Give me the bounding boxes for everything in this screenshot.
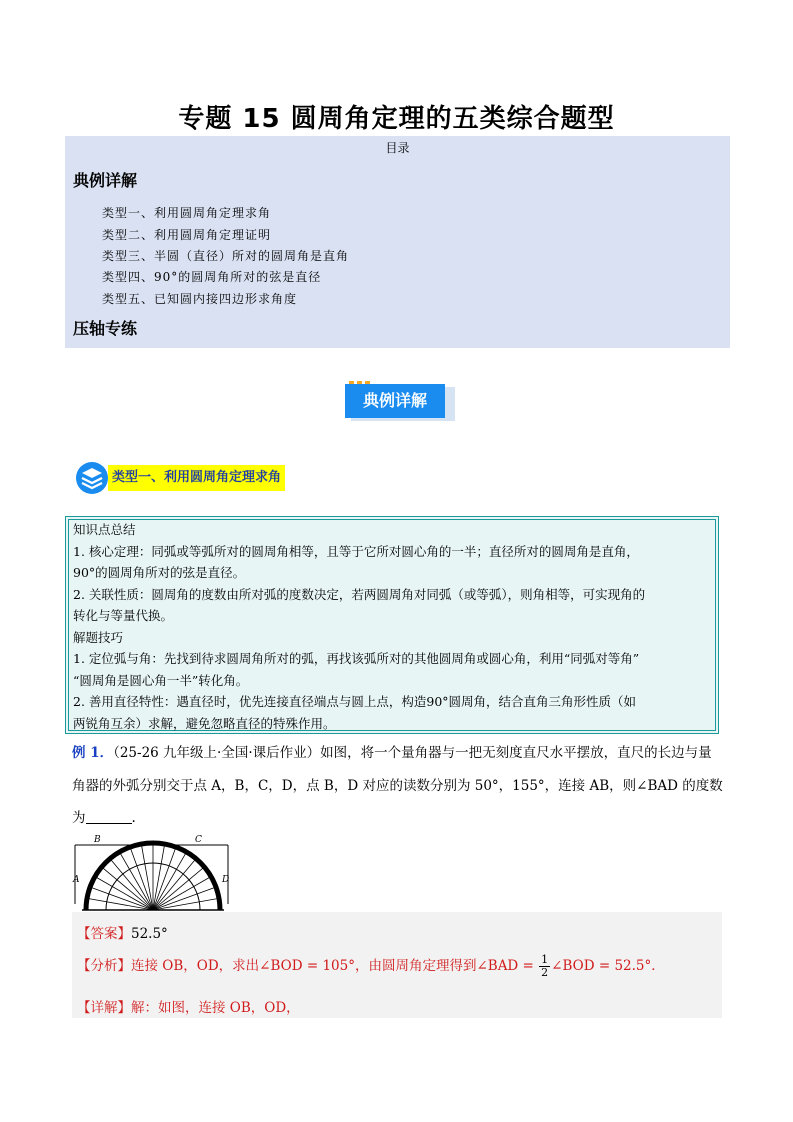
example-label: 例 1． <box>72 745 114 761</box>
knowledge-box <box>65 516 719 734</box>
page-title: 专题 15 圆周角定理的五类综合题型 <box>178 104 615 134</box>
point-label-c: C <box>195 835 202 845</box>
books-icon <box>75 461 109 495</box>
knowledge-line: 2. 善用直径特性：遇直径时，优先连接直径端点与圆上点，构造90°圆周角，结合直角三角形性质（如 <box>73 694 637 709</box>
detail-text: 解：如图，连接 OB，OD， <box>131 1000 300 1016</box>
answer-value: 52.5° <box>131 926 168 942</box>
example-line-3 <box>72 806 136 826</box>
toc-item-5[interactable]: 类型五、已知圆内接四边形求角度 <box>102 292 298 306</box>
fraction-numerator: 1 <box>541 953 549 966</box>
answer-blank[interactable] <box>86 810 132 824</box>
point-label-a: A <box>73 875 80 885</box>
example-text: 为 <box>72 810 86 826</box>
toc-item-2[interactable]: 类型二、利用圆周角定理证明 <box>102 228 272 242</box>
knowledge-line: “圆周角是圆心角一半”转化角。 <box>73 673 249 688</box>
example-line-1 <box>72 741 712 761</box>
example-text: . <box>131 810 136 826</box>
toc-item-3[interactable]: 类型三、半圆（直径）所对的圆周角是直角 <box>102 249 350 263</box>
toc-section-examples[interactable]: 典例详解 <box>73 171 138 190</box>
analysis-tag: 【分析】 <box>77 958 131 974</box>
knowledge-line: 1. 核心定理：同弧或等弧所对的圆周角相等，且等于它所对圆心角的一半；直径所对的圆周角是直角， <box>73 544 639 559</box>
fraction-denominator: 2 <box>541 966 549 979</box>
knowledge-line: 90°的圆周角所对的弦是直径。 <box>73 565 246 580</box>
banner-label: 典例详解 <box>345 384 445 418</box>
table-of-contents <box>65 136 730 348</box>
detail-line <box>77 996 300 1016</box>
section-heading: 类型一、利用圆周角定理求角 <box>108 465 285 491</box>
example-text: （25-26 九年级上·全国·课后作业）如图，将一个量角器与一把无刻度直尺水平摆放，直尺的长边与量 <box>113 745 712 761</box>
point-label-b: B <box>94 835 101 845</box>
detail-tag: 【详解】 <box>77 1000 131 1016</box>
analysis-line <box>77 954 665 979</box>
knowledge-line: 解题技巧 <box>73 630 124 645</box>
section-banner <box>345 381 457 427</box>
knowledge-line: 知识点总结 <box>73 522 136 537</box>
toc-item-4[interactable]: 类型四、90°的圆周角所对的弦是直径 <box>102 270 322 284</box>
knowledge-line: 1. 定位弧与角：先找到待求圆周角所对的弧，再找该弧所对的其他圆周角或圆心角，利用“同弧对等角” <box>73 651 640 666</box>
knowledge-line: 两锐角互余）求解，避免忽略直径的特殊作用。 <box>73 716 336 731</box>
protractor-figure <box>72 832 232 914</box>
point-label-d: D <box>222 875 230 885</box>
answer-section <box>72 912 722 1018</box>
knowledge-line: 2. 关联性质：圆周角的度数由所对弧的度数决定，若两圆周角对同弧（或等弧），则角相等，可实现角的 <box>73 587 646 602</box>
example-line-2: 角器的外弧分别交于点 A，B，C，D，点 B，D 对应的读数分别为 50°，155°，连接 AB，则∠BAD 的度数 <box>72 778 723 794</box>
analysis-text-a: 连接 OB，OD，求出∠BOD = 105°，由圆周角定理得到∠BAD = <box>131 958 534 974</box>
fraction <box>539 954 550 979</box>
toc-label: 目录 <box>385 141 410 155</box>
knowledge-line: 转化与等量代换。 <box>73 608 174 623</box>
toc-section-practice[interactable]: 压轴专练 <box>73 319 138 338</box>
toc-item-1[interactable]: 类型一、利用圆周角定理求角 <box>102 206 272 220</box>
analysis-text-b: ∠BOD = 52.5°． <box>551 958 665 974</box>
answer-line <box>77 922 168 942</box>
answer-tag: 【答案】 <box>77 926 131 942</box>
